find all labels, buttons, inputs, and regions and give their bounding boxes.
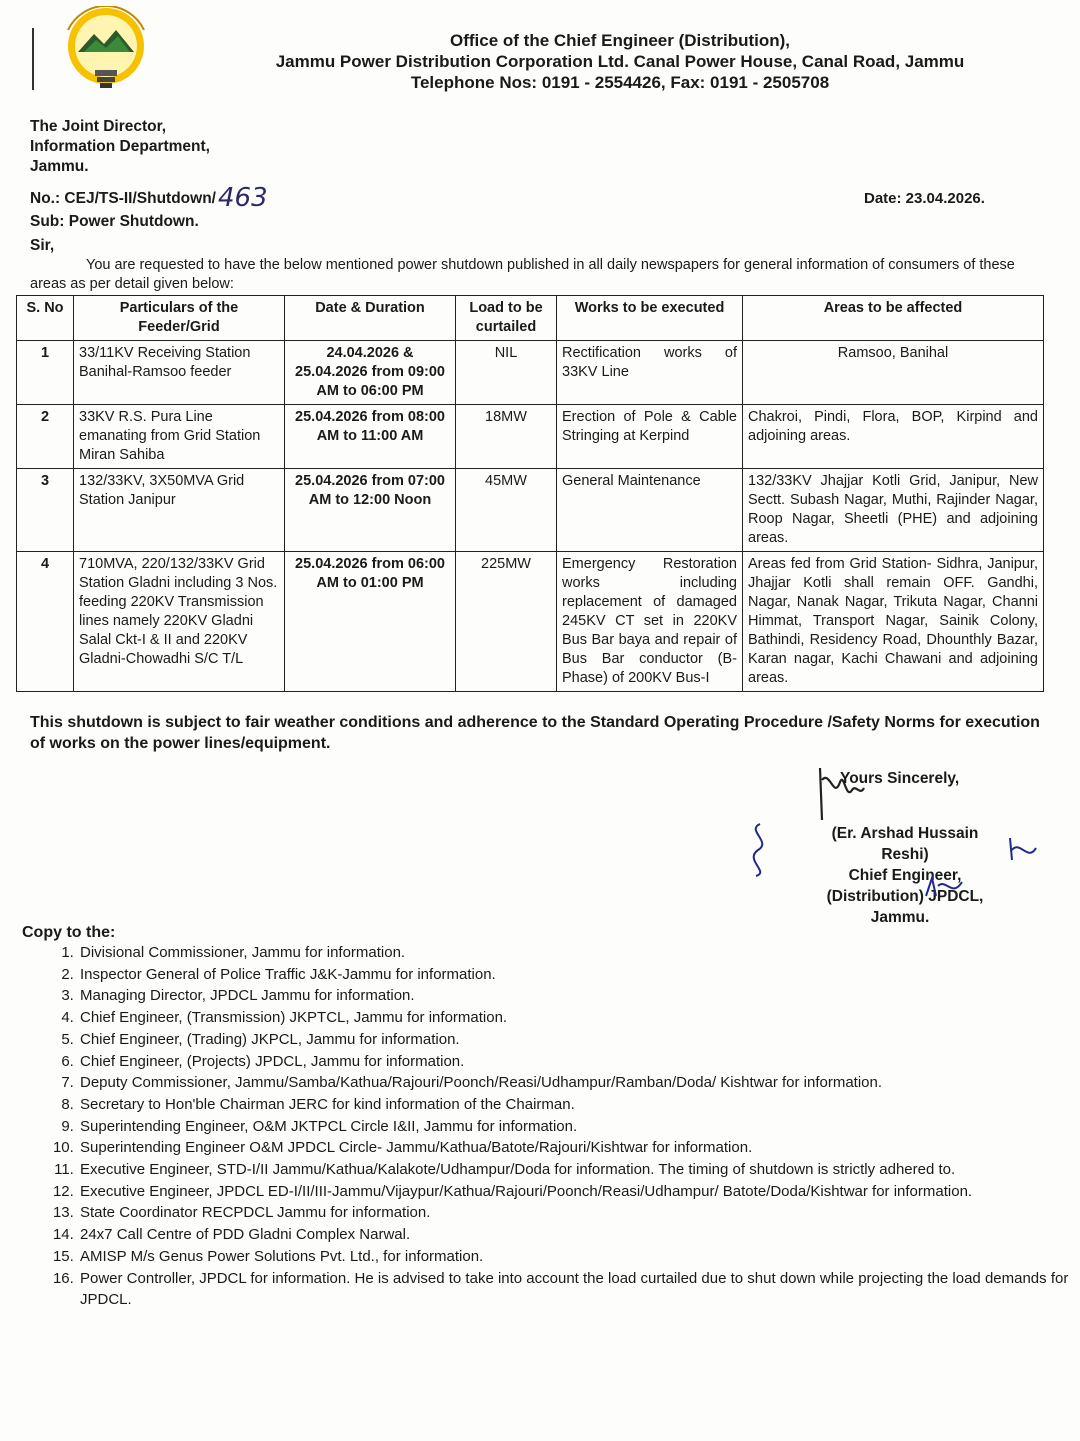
header-date: Date & Duration bbox=[285, 296, 456, 341]
list-item: 2. Inspector General of Police Traffic J&K-Jammu for information. bbox=[78, 964, 1080, 986]
cell-load: 45MW bbox=[456, 469, 557, 552]
signatory-name: (Er. Arshad Hussain Reshi) bbox=[831, 825, 979, 863]
list-item: 5. Chief Engineer, (Trading) JKPCL, Jammu for information. bbox=[78, 1029, 1080, 1051]
table-row bbox=[17, 405, 1044, 469]
table-row bbox=[17, 469, 1044, 552]
letterhead-office: Office of the Chief Engineer (Distribution), bbox=[450, 31, 790, 50]
signature-block bbox=[780, 768, 1000, 928]
list-item: 15. AMISP M/s Genus Power Solutions Pvt. Ltd., for information. bbox=[78, 1246, 1080, 1268]
header-works: Works to be executed bbox=[557, 296, 743, 341]
cell-date: 25.04.2026 from 08:00 AM to 11:00 AM bbox=[285, 405, 456, 469]
header-load: Load to be curtailed bbox=[456, 296, 557, 341]
bulb-logo-icon bbox=[50, 6, 162, 96]
shutdown-table bbox=[16, 295, 1044, 692]
list-item: 6. Chief Engineer, (Projects) JPDCL, Jammu for information. bbox=[78, 1051, 1080, 1073]
addressee-line: Information Department, bbox=[30, 138, 210, 155]
list-item: 8. Secretary to Hon'ble Chairman JERC for kind information of the Chairman. bbox=[78, 1094, 1080, 1116]
subject: Sub: Power Shutdown. bbox=[30, 213, 199, 230]
closing: Yours Sincerely, bbox=[840, 770, 960, 787]
cell-date: 25.04.2026 from 07:00 AM to 12:00 Noon bbox=[285, 469, 456, 552]
header-divider bbox=[32, 28, 34, 90]
cell-areas: Areas fed from Grid Station- Sidhra, Janipur, Jhajjar Kotli shall remain OFF. Gandhi, Nagar, Nanak Nagar, Trikuta Nagar, Channi Himmat, Transport Nagar, Sainik Colony, Bathindi, Residency Road, Dhounthly Bazar, Karan nagar, Kachi Chawani and adjoining areas. bbox=[743, 552, 1044, 692]
cell-works: Erection of Pole & Cable Stringing at Kerpind bbox=[557, 405, 743, 469]
list-item: 1. Divisional Commissioner, Jammu for information. bbox=[78, 942, 1080, 964]
list-item: 7. Deputy Commissioner, Jammu/Samba/Kathua/Rajouri/Poonch/Reasi/Udhampur/Ramban/Doda/ Kishtwar for information. bbox=[78, 1072, 1080, 1094]
reference-prefix: No.: CEJ/TS-II/Shutdown/ bbox=[30, 190, 216, 207]
header-areas: Areas to be affected bbox=[743, 296, 1044, 341]
cell-particulars: 33KV R.S. Pura Line emanating from Grid Station Miran Sahiba bbox=[74, 405, 285, 469]
cell-areas: 132/33KV Jhajjar Kotli Grid, Janipur, New Sectt. Subash Nagar, Muthi, Rajinder Nagar, Roop Nagar, Sheetli (PHE) and adjoining areas. bbox=[743, 469, 1044, 552]
signatory-title: Chief Engineer, bbox=[848, 867, 962, 884]
cell-load: 18MW bbox=[456, 405, 557, 469]
cell-particulars: 132/33KV, 3X50MVA Grid Station Janipur bbox=[74, 469, 285, 552]
letterhead bbox=[190, 30, 1050, 93]
reference-number bbox=[30, 183, 268, 213]
cell-load: NIL bbox=[456, 341, 557, 405]
letter-date: Date: 23.04.2026. bbox=[864, 190, 985, 207]
cell-particulars: 33/11KV Receiving Station Banihal-Ramsoo feeder bbox=[74, 341, 285, 405]
table-header-row bbox=[17, 296, 1044, 341]
cell-particulars: 710MVA, 220/132/33KV Grid Station Gladni including 3 Nos. feeding 220KV Transmission lines namely 220KV Gladni Salal Ckt-I & II and 220KV Gladni-Chowadhi S/C T/L bbox=[74, 552, 285, 692]
cell-date: 25.04.2026 from 06:00 AM to 01:00 PM bbox=[285, 552, 456, 692]
list-item: 16. Power Controller, JPDCL for information. He is advised to take into account the load curtailed due to shut down while projecting the load demands for JPDCL. bbox=[78, 1268, 1080, 1311]
list-item: 12. Executive Engineer, JPDCL ED-I/II/III-Jammu/Vijaypur/Kathua/Rajouri/Poonch/Reasi/Udhampur/ Batote/Doda/Kishtwar for information. bbox=[78, 1181, 1080, 1203]
shutdown-condition-note: This shutdown is subject to fair weather conditions and adherence to the Standard Operating Procedure /Safety Norms for execution of works on the power lines/equipment. bbox=[30, 714, 1040, 752]
table-row bbox=[17, 552, 1044, 692]
reference-handwritten-number: 463 bbox=[218, 183, 268, 213]
cell-sno: 1 bbox=[17, 341, 74, 405]
handwritten-initials-icon bbox=[1004, 832, 1040, 866]
copy-to-list bbox=[22, 942, 1080, 1311]
cell-date: 24.04.2026 & 25.04.2026 from 09:00 AM to 06:00 PM bbox=[285, 341, 456, 405]
addressee-line: Jammu. bbox=[30, 158, 89, 175]
cell-load: 225MW bbox=[456, 552, 557, 692]
list-item: 9. Superintending Engineer, O&M JKTPCL Circle I&II, Jammu for information. bbox=[78, 1116, 1080, 1138]
header-particulars: Particulars of the Feeder/Grid bbox=[74, 296, 285, 341]
cell-sno: 3 bbox=[17, 469, 74, 552]
cell-works: General Maintenance bbox=[557, 469, 743, 552]
cell-sno: 2 bbox=[17, 405, 74, 469]
signatory-title: Jammu. bbox=[870, 909, 930, 926]
cell-works: Emergency Restoration works including replacement of damaged 245KV CT set in 220KV Bus Bar baya and repair of Bus Bar conductor (B-Phase) of 200KV Bus-I bbox=[557, 552, 743, 692]
header-sno: S. No bbox=[17, 296, 74, 341]
intro-paragraph: You are requested to have the below mentioned power shutdown published in all daily newspapers for general information of consumers of these areas as per detail given below: bbox=[30, 257, 1015, 292]
cell-areas: Chakroi, Pindi, Flora, BOP, Kirpind and adjoining areas. bbox=[743, 405, 1044, 469]
letterhead-telephone: Telephone Nos: 0191 - 2554426, Fax: 0191 - 2505708 bbox=[410, 73, 830, 92]
list-item: 14. 24x7 Call Centre of PDD Gladni Complex Narwal. bbox=[78, 1224, 1080, 1246]
cell-works: Rectification works of 33KV Line bbox=[557, 341, 743, 405]
list-item: 11. Executive Engineer, STD-I/II Jammu/Kathua/Kalakote/Udhampur/Doda for information. The timing of shutdown is strictly adhered to. bbox=[78, 1159, 1080, 1181]
salutation: Sir, bbox=[30, 237, 55, 254]
letterhead-organisation: Jammu Power Distribution Corporation Ltd. Canal Power House, Canal Road, Jammu bbox=[275, 52, 965, 71]
signatory-title: (Distribution) JPDCL, bbox=[826, 888, 984, 905]
copy-to-heading: Copy to the: bbox=[22, 924, 116, 941]
list-item: 10. Superintending Engineer O&M JPDCL Circle- Jammu/Kathua/Batote/Rajouri/Kishtwar for information. bbox=[78, 1137, 1080, 1159]
addressee bbox=[30, 117, 210, 177]
table-row bbox=[17, 341, 1044, 405]
cell-areas: Ramsoo, Banihal bbox=[743, 341, 1044, 405]
cell-sno: 4 bbox=[17, 552, 74, 692]
handwritten-initials-icon bbox=[922, 872, 968, 904]
list-item: 4. Chief Engineer, (Transmission) JKPTCL, Jammu for information. bbox=[78, 1007, 1080, 1029]
list-item: 3. Managing Director, JPDCL Jammu for information. bbox=[78, 985, 1080, 1007]
list-item: 13. State Coordinator RECPDCL Jammu for information. bbox=[78, 1202, 1080, 1224]
handwritten-mark-icon bbox=[742, 820, 776, 880]
addressee-line: The Joint Director, bbox=[30, 118, 167, 135]
